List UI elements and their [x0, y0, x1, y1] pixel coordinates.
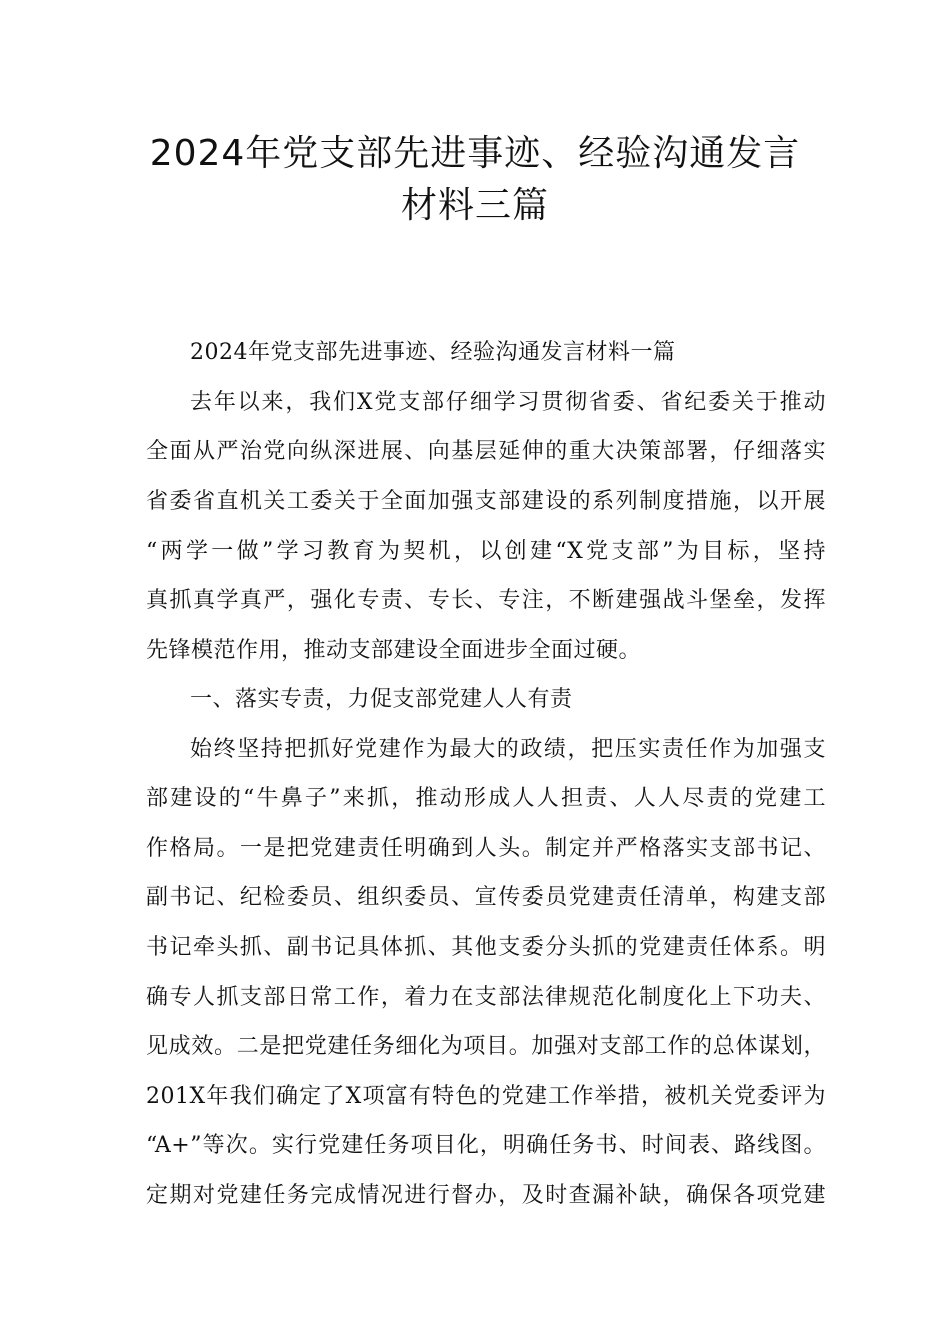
paragraph-line: 副书记、纪检委员、组织委员、宣传委员党建责任清单，构建支部 [146, 885, 826, 910]
paragraph-line: 去年以来，我们X党支部仔细学习贯彻省委、省纪委关于推动 [190, 390, 826, 415]
paragraph-line: 真抓真学真严，强化专责、专长、专注，不断建强战斗堡垒，发挥 [146, 588, 826, 613]
paragraph-line: 确专人抓支部日常工作，着力在支部法律规范化制度化上下功夫、 [146, 985, 826, 1010]
document-title-line-2: 材料三篇 [400, 185, 549, 226]
section-heading: 一、落实专责，力促支部党建人人有责 [190, 687, 573, 712]
paragraph-line: “A+”等次。实行党建任务项目化，明确任务书、时间表、路线图。 [146, 1133, 826, 1158]
paragraph-line: 先锋模范作用，推动支部建设全面进步全面过硬。 [146, 638, 642, 663]
paragraph-line: 作格局。一是把党建责任明确到人头。制定并严格落实支部书记、 [146, 836, 826, 861]
section-subtitle: 2024年党支部先进事迹、经验沟通发言材料一篇 [190, 340, 676, 365]
paragraph-line: 全面从严治党向纵深进展、向基层延伸的重大决策部署，仔细落实 [146, 439, 826, 464]
paragraph-line: “两学一做”学习教育为契机，以创建“X党支部”为目标，坚持 [146, 539, 826, 564]
document-title-line-1: 2024年党支部先进事迹、经验沟通发言 [149, 133, 801, 174]
paragraph-line: 省委省直机关工委关于全面加强支部建设的系列制度措施，以开展 [146, 489, 826, 514]
paragraph-line: 书记牵头抓、副书记具体抓、其他支委分头抓的党建责任体系。明 [146, 935, 826, 960]
paragraph-line: 定期对党建任务完成情况进行督办，及时查漏补缺，确保各项党建 [146, 1183, 826, 1208]
paragraph-line: 见成效。二是把党建任务细化为项目。加强对支部工作的总体谋划， [146, 1034, 826, 1059]
paragraph-line: 始终坚持把抓好党建作为最大的政绩，把压实责任作为加强支 [190, 737, 826, 762]
paragraph-line: 部建设的“牛鼻子”来抓，推动形成人人担责、人人尽责的党建工 [146, 786, 826, 811]
paragraph-line: 201X年我们确定了X项富有特色的党建工作举措，被机关党委评为 [146, 1084, 826, 1109]
